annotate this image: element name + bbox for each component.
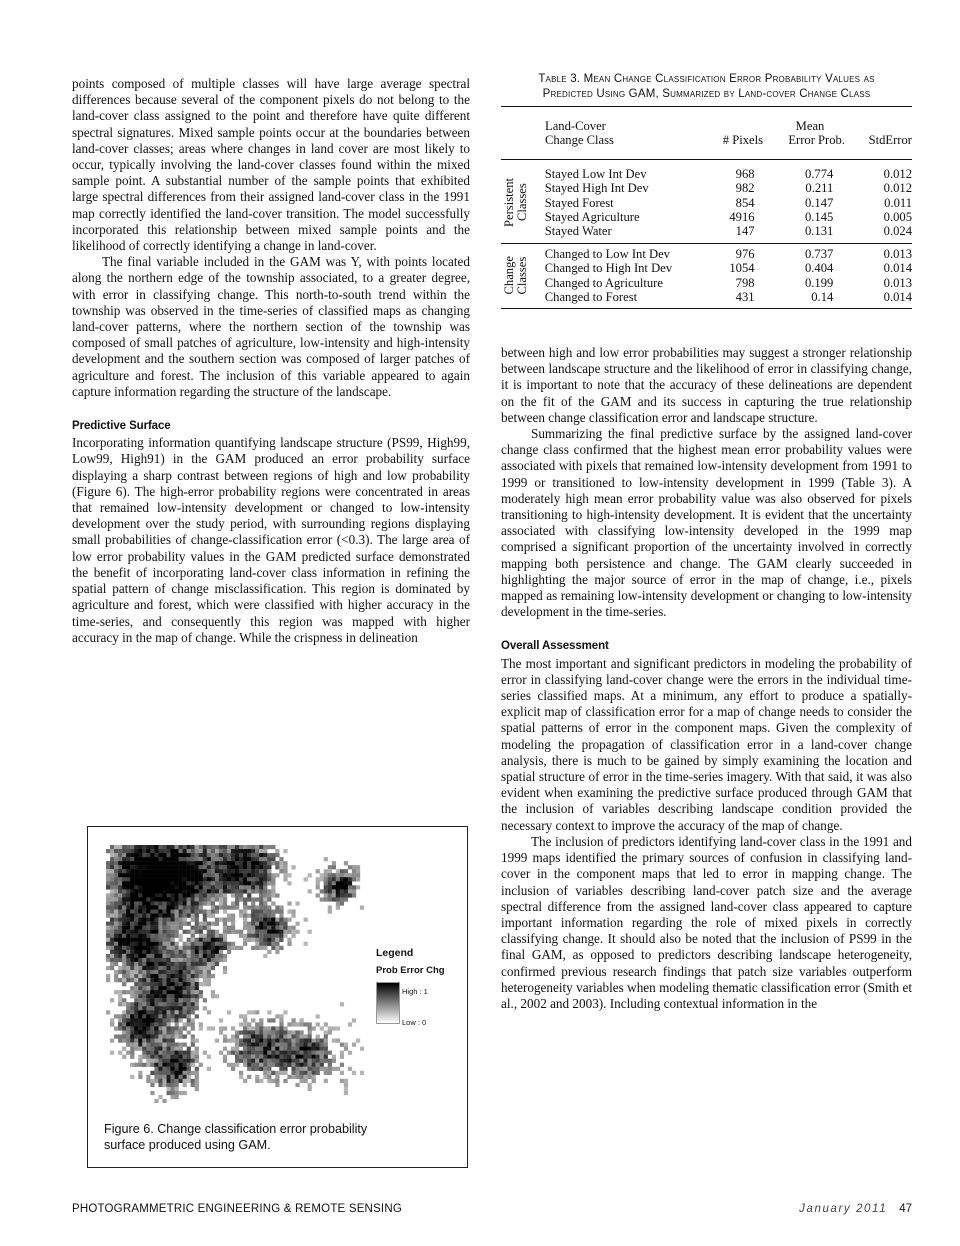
table-row <box>501 224 912 238</box>
table-cell-mean: 0.199 <box>804 275 834 290</box>
table-group-persistent <box>501 167 912 239</box>
table-cell-pixels: 982 <box>735 181 755 196</box>
table-cell-class: Stayed Forest <box>544 195 614 210</box>
paragraph: points composed of multiple classes will have large average spectral differences because several of the component pixels do not belong to the land-cover class assigned to the point and therefore have quite different spectral signatures. Mixed sample points occur at the boundaries between land-cover classes; areas where changes in land cover are most likely to occur, typically involving the land-cover classes found within the mixed sample point. A substantial number of the sample points that exhibited large spectral differences from their assigned land-cover class in the 1991 map correctly identified the land-cover transition. The model successfully incorporated this relationship between mixed sample points and the likelihood of correctly identifying a change in land-cover. <box>72 76 470 254</box>
paragraph: The final variable included in the GAM was Y, with points located along the northern edge of the township associated, to a greater degree, with error in classifying change. This north-to-south trend within the township was observed in the time-series of classified maps as changing land-cover patterns, where the northern section of the township was composed of small patches of agriculture, low-intensity and high-intensity development and the southern section was composed of larger patches of agriculture and forest. The inclusion of this variable appeared to again capture information regarding the structure of the landscape. <box>72 254 470 399</box>
table-header-row <box>501 119 912 148</box>
table-cell-mean: 0.147 <box>804 195 834 210</box>
legend-title: Legend <box>376 947 414 959</box>
table-cell-mean: 0.211 <box>805 181 834 196</box>
paragraph: Incorporating information quantifying landscape structure (PS99, High99, Low99, High91) in the GAM produced an error probability surface displaying a sharp contrast between regions of high and low probability (Figure 6). The high-error probability regions were concentrated in areas that remained low-intensity development or changed to low-intensity development over the study period, with surrounding regions displaying small probabilities of change-classification error (<0.3). The large area of low error probability values in the GAM predicted surface demonstrated the benefit of incorporating land-cover class information in refining the spatial pattern of change misclassification. This region is dominated by agriculture and forest, which were classified with higher accuracy in the time-series, and consequently this region was mapped with higher accuracy in the map of change. While the crispness in delineation <box>72 435 470 645</box>
table-cell-pixels: 147 <box>735 224 755 239</box>
table-cell-pixels: 4916 <box>729 210 755 225</box>
table-row <box>501 196 912 210</box>
table-cell-mean: 0.774 <box>804 166 834 181</box>
table-cell-mean: 0.131 <box>804 224 834 239</box>
table-cell-stderr: 0.024 <box>883 224 912 239</box>
paragraph: The inclusion of predictors identifying land-cover class in the 1991 and 1999 maps identified the primary sources of confusion in classifying land-cover in the component maps that led to error in mapping change. The inclusion of variables describing land-cover patch size and the average spectral difference from the assigned land-cover class appeared to capture important information regarding the role of mixed pixels in correctly classifying change. It should also be noted that the inclusion of PS99 in the final GAM, as opposed to predictors describing landscape heterogeneity, confirmed previous research findings that patch size variables outperform heterogeneity variables when modeling thematic classification error (Smith et al., 2002 and 2003). Including contextual information in the <box>501 833 912 1011</box>
table-cell-mean: 0.145 <box>804 210 834 225</box>
table-caption <box>501 72 912 102</box>
page-number: 47 <box>899 1203 912 1215</box>
figure-6 <box>87 826 468 1168</box>
table-cell-class: Stayed Water <box>544 224 612 239</box>
table-group-label: Persistent Classes <box>501 178 529 228</box>
figure-caption <box>104 1121 454 1153</box>
table-row <box>501 210 912 224</box>
table-cell-mean: 0.14 <box>811 290 834 305</box>
table-cell-class: Changed to Forest <box>544 290 638 305</box>
legend-high-label: High : 1 <box>402 987 428 996</box>
figure-caption-line: surface produced using GAM. <box>104 1138 271 1152</box>
table-cell-class: Stayed Low Int Dev <box>544 166 647 181</box>
legend-low-label: Low : 0 <box>402 1018 427 1027</box>
table-group-label: Change Classes <box>501 256 529 295</box>
table-cell-pixels: 976 <box>735 246 755 261</box>
table-caption-line: Predicted Using GAM, Summarized by Land-cover Change Class <box>542 88 871 100</box>
table-cell-class: Changed to Agriculture <box>544 275 663 290</box>
legend-color-ramp <box>376 982 400 1024</box>
table-row <box>501 167 912 181</box>
table-cell-class: Stayed Agriculture <box>544 210 640 225</box>
table-cell-stderr: 0.011 <box>884 195 912 210</box>
page-info <box>799 1203 912 1215</box>
table-row <box>501 261 912 275</box>
table-cell-pixels: 431 <box>735 290 755 305</box>
table-cell-class: Changed to Low Int Dev <box>544 246 670 261</box>
legend-subtitle: Prob Error Chg <box>376 965 445 976</box>
table-3 <box>501 72 912 309</box>
table-cell-pixels: 968 <box>735 166 755 181</box>
section-heading: Overall Assessment <box>501 640 609 653</box>
table-cell-mean: 0.737 <box>804 246 834 261</box>
table-row <box>501 247 912 261</box>
section-heading: Predictive Surface <box>72 420 171 433</box>
header-stderr: StdError <box>868 133 912 148</box>
table-cell-stderr: 0.013 <box>883 275 912 290</box>
table-cell-stderr: 0.014 <box>883 261 912 276</box>
figure-caption-line: Figure 6. Change classification error probability <box>104 1122 368 1136</box>
table-cell-pixels: 854 <box>735 195 755 210</box>
table-row <box>501 276 912 290</box>
map-legend <box>376 947 445 1027</box>
issue-date: January 2011 <box>799 1203 888 1215</box>
table-cell-class: Stayed High Int Dev <box>544 181 649 196</box>
table-cell-pixels: 1054 <box>729 261 755 276</box>
table-cell-stderr: 0.014 <box>883 290 912 305</box>
table-cell-stderr: 0.012 <box>883 166 912 181</box>
header-class: Land-Cover Change Class <box>545 119 614 148</box>
paragraph: The most important and significant predictors in modeling the probability of error in classifying land-cover change were the errors in the individual time-series classified maps. At a minimum, any effort to produce a spatially-explicit map of classification error for a map of change needs to consider the spatial patterns of error in the component maps. Given the complexity of modeling the propagation of classification error in a land-cover change analysis, there is much to be gained by simply examining the location and spatial structure of error in the time-series imagery. With that said, it was also evident when examining the predictive surface produced through GAM that the inclusion of variables describing landscape condition provided the necessary context to improve the accuracy of the map of change. <box>501 655 912 833</box>
paragraph: Summarizing the final predictive surface by the assigned land-cover change class confirmed that the highest mean error probability values were associated with pixels that remained low-intensity development from 1991 to 1999 or transitioned to low-intensity development in 1999 (Table 3). A moderately high mean error probability value was also observed for pixels transitioning to high-intensity development. It is evident that the uncertainty associated with classifying low-intensity developed in the 1999 map comprised a significant proportion of the uncertainty involved in correctly mapping both persistence and change. The GAM clearly succeeded in highlighting the major source of error in the map of change, i.e., pixels mapped as remaining low-intensity development or changing to low-intensity development in the time-series. <box>501 426 912 620</box>
right-column <box>501 345 912 1012</box>
table-row <box>501 181 912 195</box>
journal-name: PHOTOGRAMMETRIC ENGINEERING & REMOTE SENSING <box>72 1203 402 1215</box>
header-mean: Mean Error Prob. <box>788 119 845 148</box>
paragraph: between high and low error probabilities may suggest a stronger relationship between landscape structure and the likelihood of error in classifying change, it is important to note that the accuracy of these delineations are dependent on the fit of the GAM and its success in capturing the true relationship between change classification error and landscape structure. <box>501 345 912 425</box>
data-table <box>501 119 912 148</box>
error-probability-map <box>106 845 364 1103</box>
table-cell-stderr: 0.013 <box>883 246 912 261</box>
table-group-change <box>501 247 912 305</box>
header-pixels: # Pixels <box>722 133 763 148</box>
table-cell-class: Changed to High Int Dev <box>544 261 673 276</box>
left-column <box>72 76 470 646</box>
table-caption-line: Table 3. Mean Change Classification Error Probability Values as <box>538 73 875 85</box>
table-cell-stderr: 0.012 <box>883 181 912 196</box>
table-cell-stderr: 0.005 <box>883 210 912 225</box>
table-cell-mean: 0.404 <box>804 261 834 276</box>
table-row <box>501 290 912 304</box>
table-cell-pixels: 798 <box>735 275 755 290</box>
